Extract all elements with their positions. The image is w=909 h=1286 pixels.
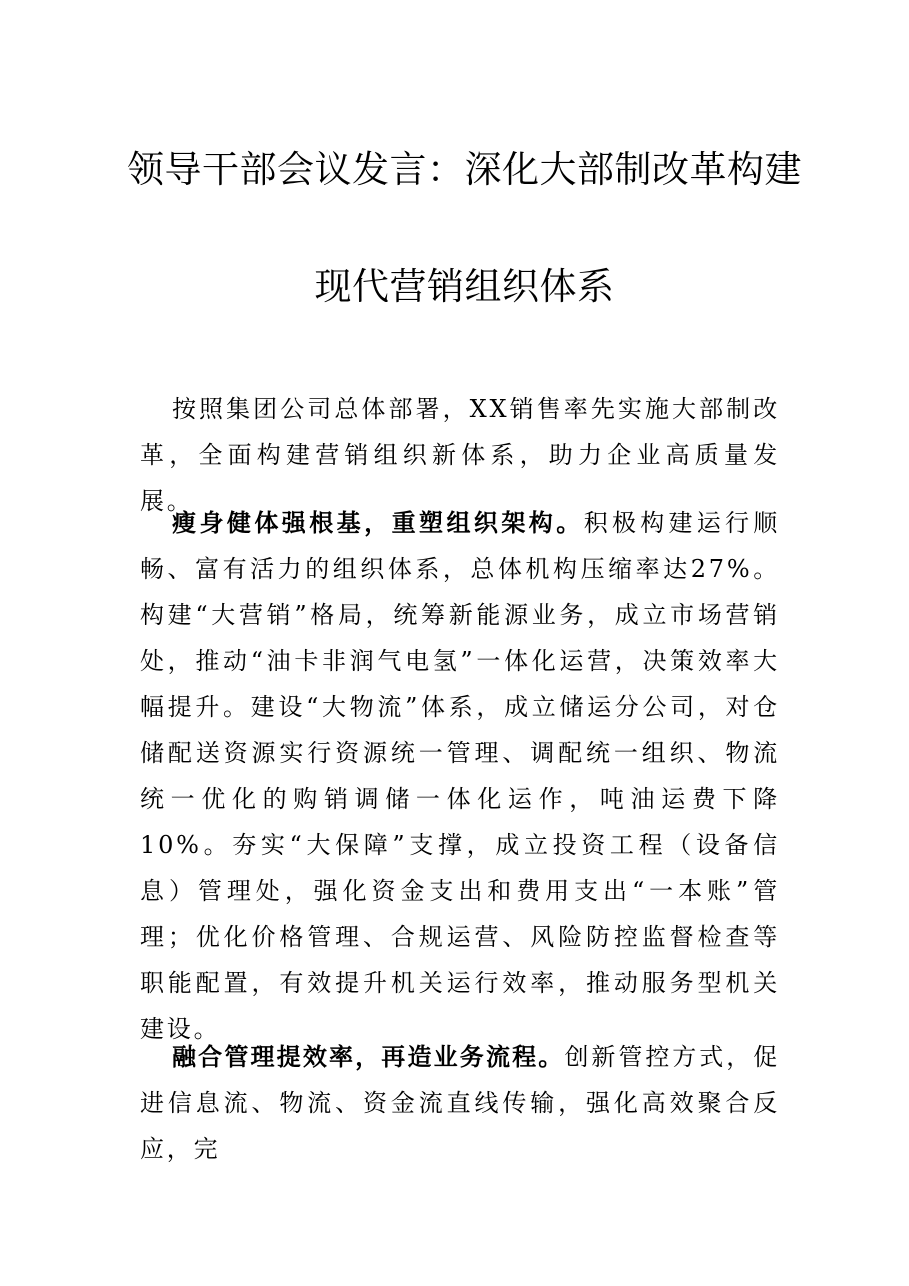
paragraph-text: 积极构建运行顺畅、富有活力的组织体系，总体机构压缩率达27%。构建“大营销”格局，统筹新能源业务，成立市场营销处，推动“油卡非润气电氢”一体化运营，决策效率大幅提升。建设“大物流”体系，成立储运分公司，对仓储配送资源实行资源统一管理、调配统一组织、物流统一优化的购销调储一体化运作，吨油运费下降10%。夯实“大保障”支撑，成立投资工程（设备信息）管理处，强化资金支出和费用支出“一本账”管理；优化价格管理、合规运营、风险防控监督检查等职能配置，有效提升机关运行效率，推动服务型机关建设。 <box>140 509 781 1043</box>
document-title-line-2: 现代营销组织体系 <box>314 265 615 308</box>
paragraph-lead-heading: 融合管理提效率，再造业务流程。 <box>172 1043 565 1071</box>
body-paragraph-restructure <box>140 500 780 1052</box>
paragraph-text: 创新管控方式，促进信息流、物流、资金流直线传输，强化高效聚合反应，完 <box>140 1043 780 1163</box>
paragraph-lead-heading: 瘦身健体强根基，重塑组织架构。 <box>172 509 584 537</box>
paragraph-text: 按照集团公司总体部署，XX销售率先实施大部制改革，全面构建营销组织新体系，助力企业高质量发展。 <box>140 395 780 515</box>
body-paragraph-process <box>140 1034 780 1172</box>
document-title-line-1: 领导干部会议发言：深化大部制改革构建 <box>127 148 802 191</box>
